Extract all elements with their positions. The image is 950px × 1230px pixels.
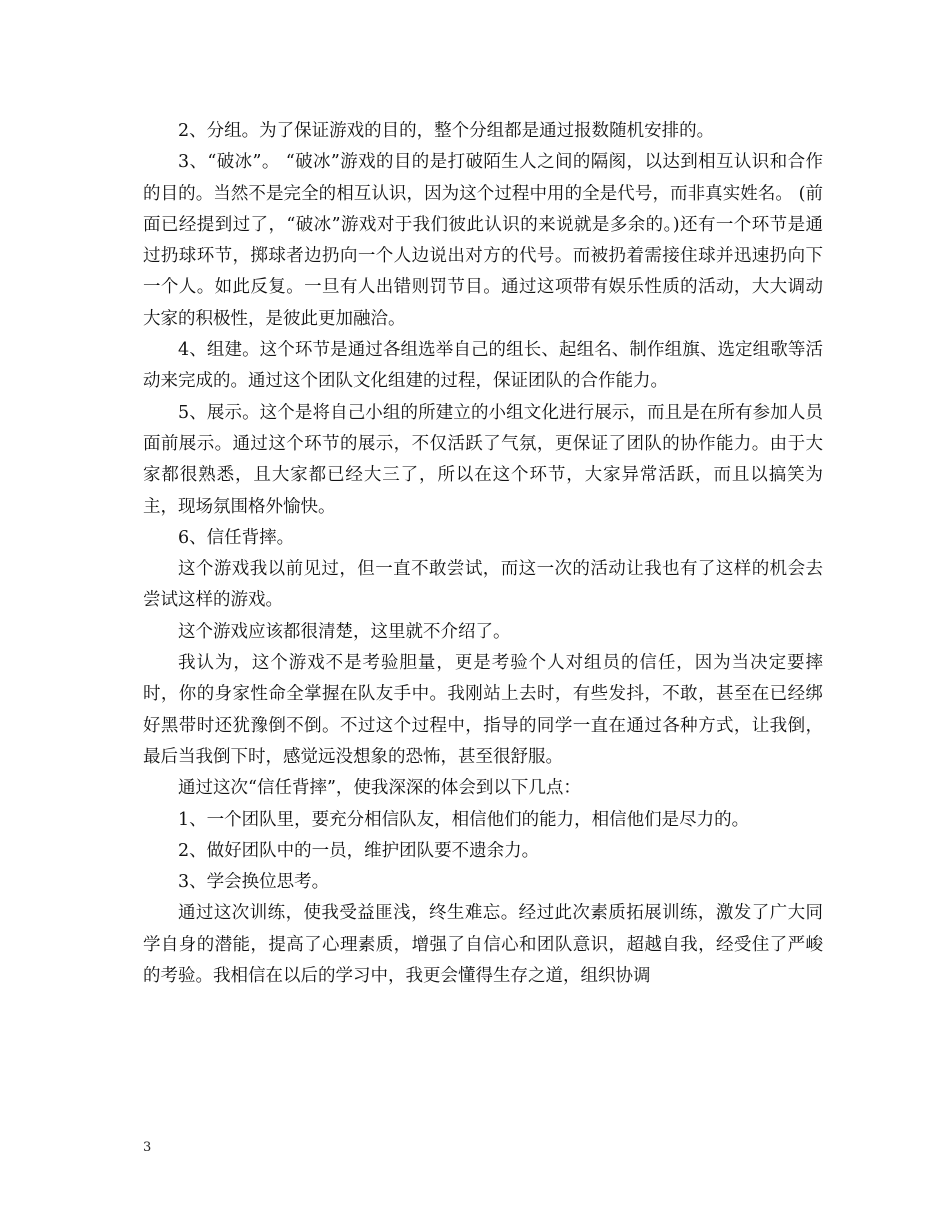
- paragraph-lesson-3: 3、学会换位思考。: [178, 872, 330, 893]
- paragraph-trust-fall-heading: 6、信任背摔。: [178, 527, 295, 548]
- paragraph-lesson-2: 2、做好团队中的一员，维护团队要不遗余力。: [178, 840, 540, 861]
- paragraph-trust-fall-reflection: 我认为，这个游戏不是考验胆量，更是考验个人对组员的信任，因为当决定要摔时，你的身家性命全掌握在队友手中。我刚站上去时，有些发抖，不敢，甚至在已经绑好黑带时还犹豫倒不倒。不过这个过程中，指导的同学一直在通过各种方式，让我倒，最后当我倒下时，感觉远没想象的恐怖，甚至很舒服。: [143, 653, 823, 767]
- paragraph-conclusion: 通过这次训练，使我受益匪浅，终生难忘。经过此次素质拓展训练，激发了广大同学自身的潜能，提高了心理素质，增强了自信心和团队意识，超越自我，经受住了严峻的考验。我相信在以后的学习中，我更会懂得生存之道，组织协调: [143, 903, 823, 987]
- paragraph-trust-fall-known: 这个游戏应该都很清楚，这里就不介绍了。: [178, 621, 511, 642]
- paragraph-lesson-1: 1、一个团队里，要充分相信队友，相信他们的能力，相信他们是尽力的。: [178, 809, 750, 830]
- paragraph-lessons-intro: 通过这次“信任背摔”，使我深深的体会到以下几点：: [178, 778, 581, 799]
- document-body: [143, 116, 823, 992]
- paragraph-showcase: 5、展示。这个是将自己小组的所建立的小组文化进行展示，而且是在所有参加人员面前展示。通过这个环节的展示，不仅活跃了气氛，更保证了团队的协作能力。由于大家都很熟悉，且大家都已经大三了，所以在这个环节，大家异常活跃，而且以搞笑为主，现场氛围格外愉快。: [143, 402, 823, 517]
- paragraph-team-building: 4、组建。这个环节是通过各组选举自己的组长、起组名、制作组旗、选定组歌等活动来完成的。通过这个团队文化组建的过程，保证团队的合作能力。: [143, 340, 823, 392]
- paragraph-trust-fall-intro: 这个游戏我以前见过，但一直不敢尝试，而这一次的活动让我也有了这样的机会去尝试这样的游戏。: [143, 559, 823, 611]
- paragraph-grouping: 2、分组。为了保证游戏的目的，整个分组都是通过报数随机安排的。: [178, 121, 715, 141]
- page-number: 3: [143, 1140, 152, 1155]
- paragraph-icebreaker: 3、“破冰”。 “破冰”游戏的目的是打破陌生人之间的隔阂，以达到相互认识和合作的目的。当然不是完全的相互认识，因为这个过程中用的全是代号，而非真实姓名。 (前面已经提到过了，“破冰”游戏对于我们彼此认识的来说就是多余的。)还有一个环节是通过扔球环节，掷球者边扔向一个人边说出对方的代号。而被扔着需接住球并迅速扔向下一个人。如此反复。一旦有人出错则罚节目。通过这项带有娱乐性质的活动，大大调动大家的积极性，是彼此更加融洽。: [143, 152, 823, 329]
